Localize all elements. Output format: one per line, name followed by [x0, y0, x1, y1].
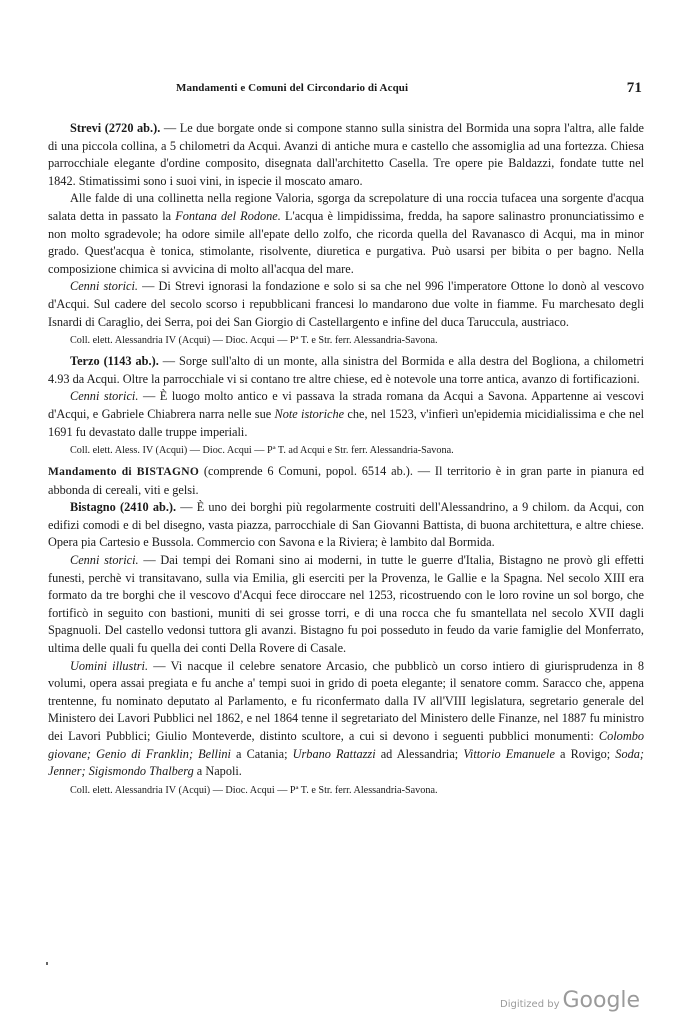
- italic-term: Note istoriche: [274, 406, 345, 421]
- monument-names: Colombo giovane; Genio di Franklin; Bellini: [48, 729, 644, 761]
- monument-names: Vittorio Emanuele: [463, 746, 555, 761]
- paragraph-cenni-storici: [48, 552, 644, 658]
- monument-names: Urbano Rattazzi: [292, 746, 376, 761]
- entry-text: — È uno dei borghi più regolarmente costruiti dell'Alessandrino, a 9 chilom. da Acqui, con edifizi comodi e di bel disegno, vasta piazza, parrocchiale di San Giovanni Battista, di buona architettura, e altre chiese. Opera pia Cartesio e Bussola. Commercio con Savona e la Riviera; è lambito dal Bormida.: [48, 500, 644, 550]
- page-body: [48, 120, 644, 802]
- section-label: Cenni storici.: [70, 279, 138, 294]
- section-label: Cenni storici.: [70, 553, 139, 568]
- paragraph-text: che, nel 1523, v'infierì un'epidemia micidialissima e che nel 1691 fu devastato dalle truppe imperiali.: [48, 406, 644, 439]
- mandamento-title: Mandamento di BISTAGNO: [48, 466, 200, 479]
- paragraph-text: — È luogo molto antico e vi passava la strada romana da Acqui a Savona. Appartenne ai vescovi d'Acqui, e Gabriele Chiabrera narra nelle sue: [48, 389, 644, 421]
- entry-bistagno: [48, 499, 644, 552]
- footnote-info: Coll. elett. Alessandria IV (Acqui) — Dioc. Acqui — Pª T. e Str. ferr. Alessandria-Savona.: [70, 784, 438, 796]
- entry-population: (2720 ab.).: [101, 121, 161, 135]
- paragraph-text: — Dai tempi dei Romani sino ai moderni, in tutte le guerre d'Italia, Bistagno ne provò gli effetti funesti, perchè vi transitavano, sulla via Emilia, gli eserciti per la Provenza, le Gallie e la Spagna. Nel secolo XIII era formato da tre borghi che il vescovo d'Acqui fece diroccare nel 1253, ricostruendo con le loro rovine un sol borgo, che fortificò in seguito con bastioni, muniti di sei grosse torri, e di una rocca che fu smantellata nel secolo XVII dagli Spagnuoli. Del castello vedonsi tuttora gli avanzi. Bistagno fu poi posseduto in feudo da varie famiglie del Monferrato, ultima delle quali fu quella dei conti Della Rovere di Casale.: [48, 553, 644, 656]
- footnote-info: Coll. elett. Aless. IV (Acqui) — Dioc. Acqui — Pª T. ad Acqui e Str. ferr. Alessandria-Savona.: [70, 445, 454, 457]
- mandamento-heading: [48, 463, 644, 499]
- digitized-watermark: [500, 988, 640, 1013]
- italic-term: Fontana del Rodone.: [175, 208, 281, 223]
- entry-title: Strevi: [70, 121, 102, 135]
- scan-speck: [46, 962, 48, 965]
- entry-text: — Sorge sull'alto di un monte, alla sinistra del Bormida e alla destra del Bogliona, a chilometri 4.93 da Acqui. Oltre la parrocchiale vi si contano tre altre chiese, ed è notevole una torre antica, avanzo di fortificazioni.: [48, 354, 645, 386]
- paragraph-text: — Vi nacque il celebre senatore Arcasio, che pubblicò un corso intiero di giurisprudenza in 8 volumi, opera assai pregiata e fu anche a' tempi suoi in grido di poeta elegante; il senatore comm. Saracco che, appena trentenne, fu nominato deputato al Parlamento, e fu riconfermato dalla IV all'VIII legislatura, segretario generale del Ministero dei Lavori Pubblici nel 1862, e nel 1864 tenne il segretariato del Ministero delle Finanze, nel 1887 fu ministro dei Lavori Pubblici; Giulio Monteverde, distinto scultore, a cui si devono i seguenti pubblici monumenti:: [48, 658, 644, 743]
- entry-text: — Le due borgate onde si compone stanno sulla sinistra del Bormida una sopra l'altra, alle falde di una piccola collina, a 5 chilometri da Acqui. Avanzi di antiche mura e castello che assomiglia ad una fortezza. Chiesa parrocchiale elegante d'ordine composito, disegnata dall'architetto Casella. Tre opere pie Baldazzi, fondate tutte nel 1842. Stimatissimi sono i suoi vini, in ispecie il moscato amaro.: [48, 121, 644, 188]
- paragraph-cenni-storici: [48, 278, 644, 331]
- entry-title: Terzo: [70, 354, 100, 369]
- paragraph-text: ad Alessandria;: [375, 746, 464, 761]
- section-label: Cenni storici.: [70, 389, 139, 404]
- paragraph-text: a Rovigo;: [554, 746, 616, 761]
- watermark-prefix: Digitized by: [500, 999, 560, 1010]
- footnote-info: Coll. elett. Alessandria IV (Acqui) — Dioc. Acqui — Pª T. e Str. ferr. Alessandria-Savona.: [70, 335, 438, 347]
- entry-strevi: [48, 120, 644, 190]
- paragraph-text: Alle falde di una collinetta nella regione Valoria, sgorga da screpolature di una roccia tufacea una sorgente d'acqua salata detta in passato la: [48, 191, 644, 223]
- entry-terzo: [48, 353, 644, 388]
- section-label: Uomini illustri.: [70, 658, 149, 673]
- page-number: 71: [626, 80, 642, 96]
- running-title: Mandamenti e Comuni del Circondario di Acqui: [176, 82, 409, 94]
- paragraph-text: L'acqua è limpidissima, fredda, ha sapore salinastro pronunciatissimo e non molto sgradevole; ha odore simile all'epate dello zolfo, che ricorda quella del Ravanasco di Acqui, ma in minor grado. Quest'acqua è tonica, stimolante, risolvente, diuretica e purgativa. Può usarsi per bibita o per bagno. Nella composizione chimica si avvicina di molto all'acqua del mare.: [48, 208, 644, 276]
- entry-title: Bistagno: [70, 500, 116, 515]
- paragraph-text: a Catania;: [230, 746, 293, 761]
- page-header: [48, 80, 650, 106]
- paragraph-uomini-illustri: [48, 658, 644, 781]
- google-logo: Google: [562, 988, 641, 1013]
- paragraph-cenni-storici: [48, 388, 644, 441]
- monument-names: Soda; Jenner; Sigismondo Thalberg: [48, 746, 644, 779]
- entry-population: (1143 ab.).: [99, 354, 159, 369]
- mandamento-text: (comprende 6 Comuni, popol. 6514 ab.). — Il territorio è in gran parte in pianura ed abbonda di cereali, viti e gelsi.: [48, 464, 644, 497]
- paragraph-text: — Di Strevi ignorasi la fondazione e solo si sa che nel 996 l'imperatore Ottone lo donò al vescovo d'Acqui. Sul cadere del secolo scorso i repubblicani francesi lo mandarono due volte in fiamme. Fu marchesato degli Isnardi di Caraglio, dei Serra, poi dei San Giorgio di Castellargento e infine del duca Taruccula, austriaco.: [48, 279, 644, 329]
- paragraph-text: a Napoli.: [193, 764, 242, 779]
- paragraph-sorgente: [48, 190, 644, 278]
- entry-population: (2410 ab.).: [115, 500, 177, 515]
